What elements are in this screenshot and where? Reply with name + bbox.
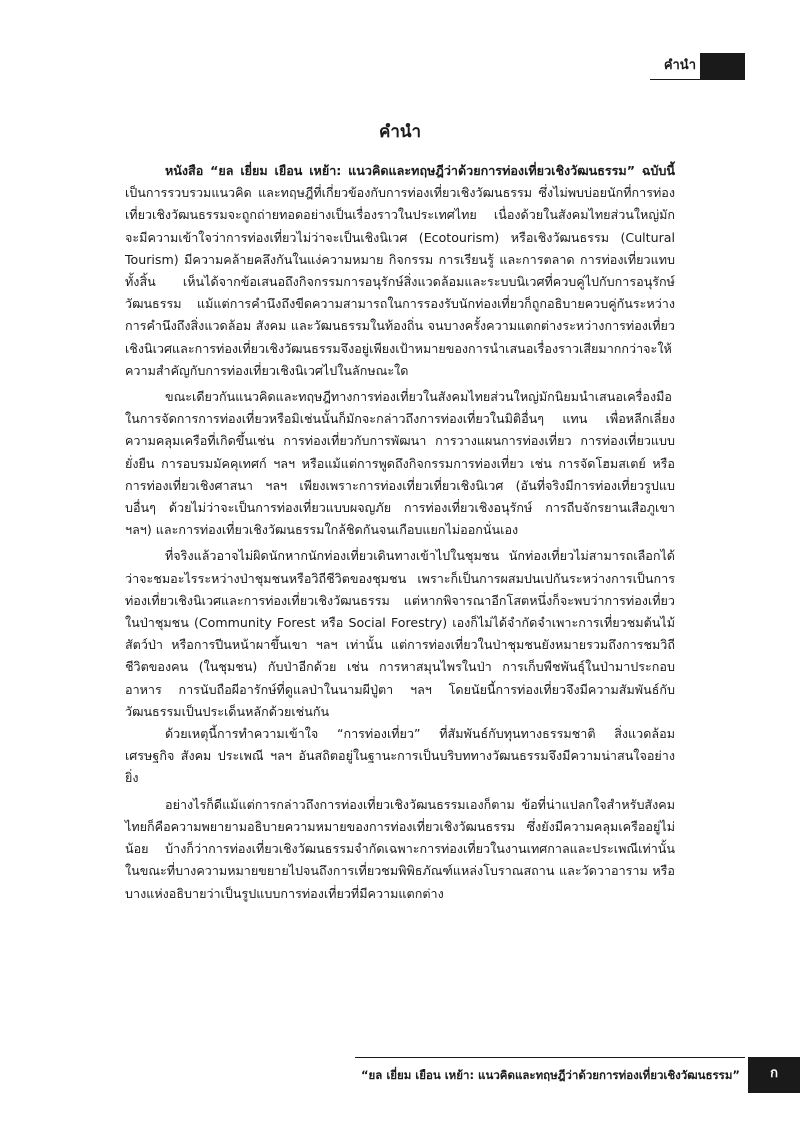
book-title-lead: หนังสือ “ยล เยี่ยม เยือน เหย้า: แนวคิดและทฤษฎีว่าด้วยการท่องเที่ยวเชิงวัฒนธรรม” ฉบับนี้ (165, 163, 675, 178)
page-title: คำนำ (378, 122, 422, 142)
paragraph-1 (125, 160, 675, 382)
footer-rule (355, 1057, 745, 1058)
header-rule (650, 79, 745, 80)
paragraph-5: อย่างไรก็ดีแม้แต่การกล่าวถึงการท่องเที่ยวเชิงวัฒนธรรมเองก็ตาม ข้อที่น่าแปลกใจสำหรับสังคมไทยก็คือความพยายามอธิบายความหมายของการท่องเที่ยวเชิงวัฒนธรรม ซึ่งยังมีความคลุมเครืออยู่ไม่น้อย บ้างก็ว่าการท่องเที่ยวเชิงวัฒนธรรมจำกัดเฉพาะการท่องเที่ยวในงานเทศกาลและประเพณีเท่านั้น ในขณะที่บางความหมายขยายไปจนถึงการเที่ยวชมพิพิธภัณฑ์แหล่งโบราณสถาน และวัดวาอาราม หรือบางแห่งอธิบายว่าเป็นรูปแบบการท่องเที่ยวที่มีความแตกต่าง (125, 796, 675, 901)
running-header-label: คำนำ (663, 58, 696, 73)
paragraph-2: ขณะเดียวกันแนวคิดและทฤษฎีทางการท่องเที่ยวในสังคมไทยส่วนใหญ่มักนิยมนำเสนอเครื่องมือในการจัดการการท่องเที่ยวหรือมิเช่นนั้นก็มักจะกล่าวถึงการท่องเที่ยวในมิติอื่นๆ แทน เพื่อหลีกเลี่ยงความคลุมเครือที่เกิดขึ้นเช่น การท่องเที่ยวกับการพัฒนา การวางแผนการท่องเที่ยว การท่องเที่ยวแบบยั่งยืน การอบรมมัคคุเทศก์ ฯลฯ หรือแม้แต่การพูดถึงกิจกรรมการท่องเที่ยว เช่น การจัดโฮมสเตย์ หรือการท่องเที่ยวเชิงศาสนา ฯลฯ เพียงเพราะการท่องเที่ยวเที่ยวเชิงนิเวศ (อันที่จริงมีการท่องเที่ยวรูปแบบอื่นๆ ด้วยไม่ว่าจะเป็นการท่องเที่ยวแบบผจญภัย การท่องเที่ยวเชิงอนุรักษ์ การถีบจักรยานเสือภูเขา ฯลฯ) และการท่องเที่ยวเชิงวัฒนธรรมใกล้ชิดกันจนเกือบแยกไม่ออกนั่นเอง (125, 389, 675, 538)
page-number: ก (770, 1066, 778, 1081)
header-tab-block (700, 53, 745, 79)
paragraph-1-text: เป็นการรวบรวมแนวคิด และทฤษฎีที่เกี่ยวข้องกับการท่องเที่ยวเชิงวัฒนธรรม ซึ่งไม่พบบ่อยนักที่การท่องเที่ยวเชิงวัฒนธรรมจะถูกถ่ายทอดอย่างเป็นเรื่องราวในประเทศไทย เนื่องด้วยในสังคมไทยส่วนใหญ่มักจะมีความเข้าใจว่าการท่องเที่ยวไม่ว่าจะเป็นเชิงนิเวศ (Ecotourism) หรือเชิงวัฒนธรรม (Cultural Tourism) มีความคล้ายคลึงกันในแง่ความหมาย กิจกรรม การเรียนรู้ และการตลาด การท่องเที่ยวแทบทั้งสิ้น เห็นได้จากข้อเสนอถึงกิจกรรมการอนุรักษ์สิ่งแวดล้อมและระบบนิเวศที่ควบคู่ไปกับการอนุรักษ์วัฒนธรรม แม้แต่การคำนึงถึงขีดความสามารถในการรองรับนักท่องเที่ยวก็ถูกอธิบายควบคู่กันระหว่างการคำนึงถึงสิ่งแวดล้อม สังคม และวัฒนธรรมในท้องถิ่น จนบางครั้งความแตกต่างระหว่างการท่องเที่ยวเชิงนิเวศและการท่องเที่ยวเชิงวัฒนธรรมจึงอยู่เพียงเป้าหมายของการนำเสนอเรื่องราวเสียมากกว่าจะให้ความสำคัญกับการท่องเที่ยวเชิงนิเวศไปในลักษณะใด (125, 185, 675, 378)
paragraph-4: ด้วยเหตุนี้การทำความเข้าใจ “การท่องเที่ยว” ที่สัมพันธ์กับทุนทางธรรมชาติ สิ่งแวดล้อม เศรษฐกิจ สังคม ประเพณี ฯลฯ อันสถิตอยู่ในฐานะการเป็นบริบททางวัฒนธรรมจึงมีความน่าสนใจอย่างยิ่ง (125, 726, 675, 786)
paragraph-3: ที่จริงแล้วอาจไม่ผิดนักหากนักท่องเที่ยวเดินทางเข้าไปในชุมชน นักท่องเที่ยวไม่สามารถเลือกได้ว่าจะชมอะไรระหว่างป่าชุมชนหรือวิถีชีวิตของชุมชน เพราะก็เป็นการผสมปนเปกันระหว่างการเป็นการท่องเที่ยวเชิงนิเวศและการท่องเที่ยวเชิงวัฒนธรรม แต่หากพิจารณาอีกโสตหนึ่งก็จะพบว่าการท่องเที่ยวในป่าชุมชน (Community Forest หรือ Social Forestry) เองก็ไม่ได้จำกัดจำเพาะการเที่ยวชมต้นไม้ สัตว์ป่า หรือการปีนหน้าผาขึ้นเขา ฯลฯ เท่านั้น แต่การท่องเที่ยวในป่าชุมชนยังหมายรวมถึงการชมวิถีชีวิตของคน (ในชุมชน) กับป่าอีกด้วย เช่น การหาสมุนไพรในป่า การเก็บพืชพันธุ์ในป่ามาประกอบอาหาร การนับถือผีอารักษ์ที่ดูแลป่าในนามผีปู่ตา ฯลฯ โดยนัยนี้การท่องเที่ยวจึงมีความสัมพันธ์กับวัฒนธรรมเป็นประเด็นหลักด้วยเช่นกัน (125, 548, 675, 719)
body-text (125, 160, 675, 905)
running-footer-title: “ยล เยี่ยม เยือน เหย้า: แนวคิดและทฤษฎีว่าด้วยการท่องเที่ยวเชิงวัฒนธรรม” (360, 1068, 740, 1082)
